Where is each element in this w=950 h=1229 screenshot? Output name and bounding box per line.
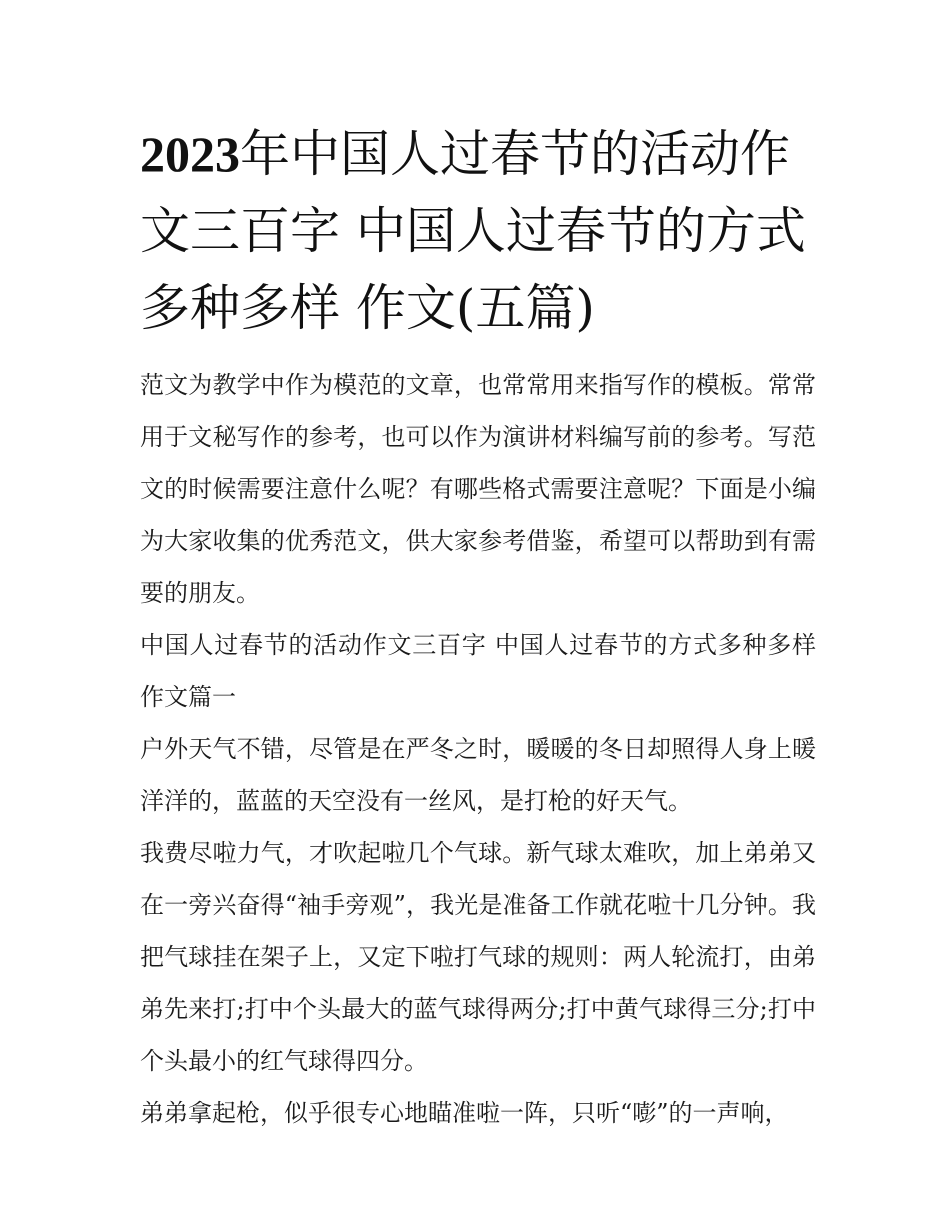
- intro-paragraph: 范文为教学中作为模范的文章，也常常用来指写作的模板。常常用于文秘写作的参考，也可以作为演讲材料编写前的参考。写范文的时候需要注意什么呢？有哪些格式需要注意呢？下面是小编为大家收集的优秀范文，供大家参考借鉴，希望可以帮助到有需要的朋友。: [140, 371, 816, 607]
- body-paragraph: 我费尽啦力气，才吹起啦几个气球。新气球太难吹，加上弟弟又在一旁兴奋得“袖手旁观”，我光是准备工作就花啦十几分钟。我把气球挂在架子上，又定下啦打气球的规则：两人轮流打，由弟弟先来打;打中个头最大的蓝气球得两分;打中黄气球得三分;打中个头最小的红气球得四分。: [140, 839, 816, 1075]
- body-paragraph: 弟弟拿起枪，似乎很专心地瞄准啦一阵，只听“嘭”的一声响，: [140, 1099, 789, 1127]
- body-paragraph: 户外天气不错，尽管是在严冬之时，暖暖的冬日却照得人身上暖洋洋的，蓝蓝的天空没有一丝风，是打枪的好天气。: [140, 735, 816, 815]
- title-year: 2023: [140, 126, 240, 182]
- document-body: [140, 116, 816, 1139]
- title-text: 年中国人过春节的活动作文三百字 中国人过春节的方式多种多样 作文(五篇): [140, 125, 806, 337]
- section-heading: 中国人过春节的活动作文三百字 中国人过春节的方式多种多样 作文篇一: [140, 631, 816, 711]
- document-title: [140, 116, 816, 347]
